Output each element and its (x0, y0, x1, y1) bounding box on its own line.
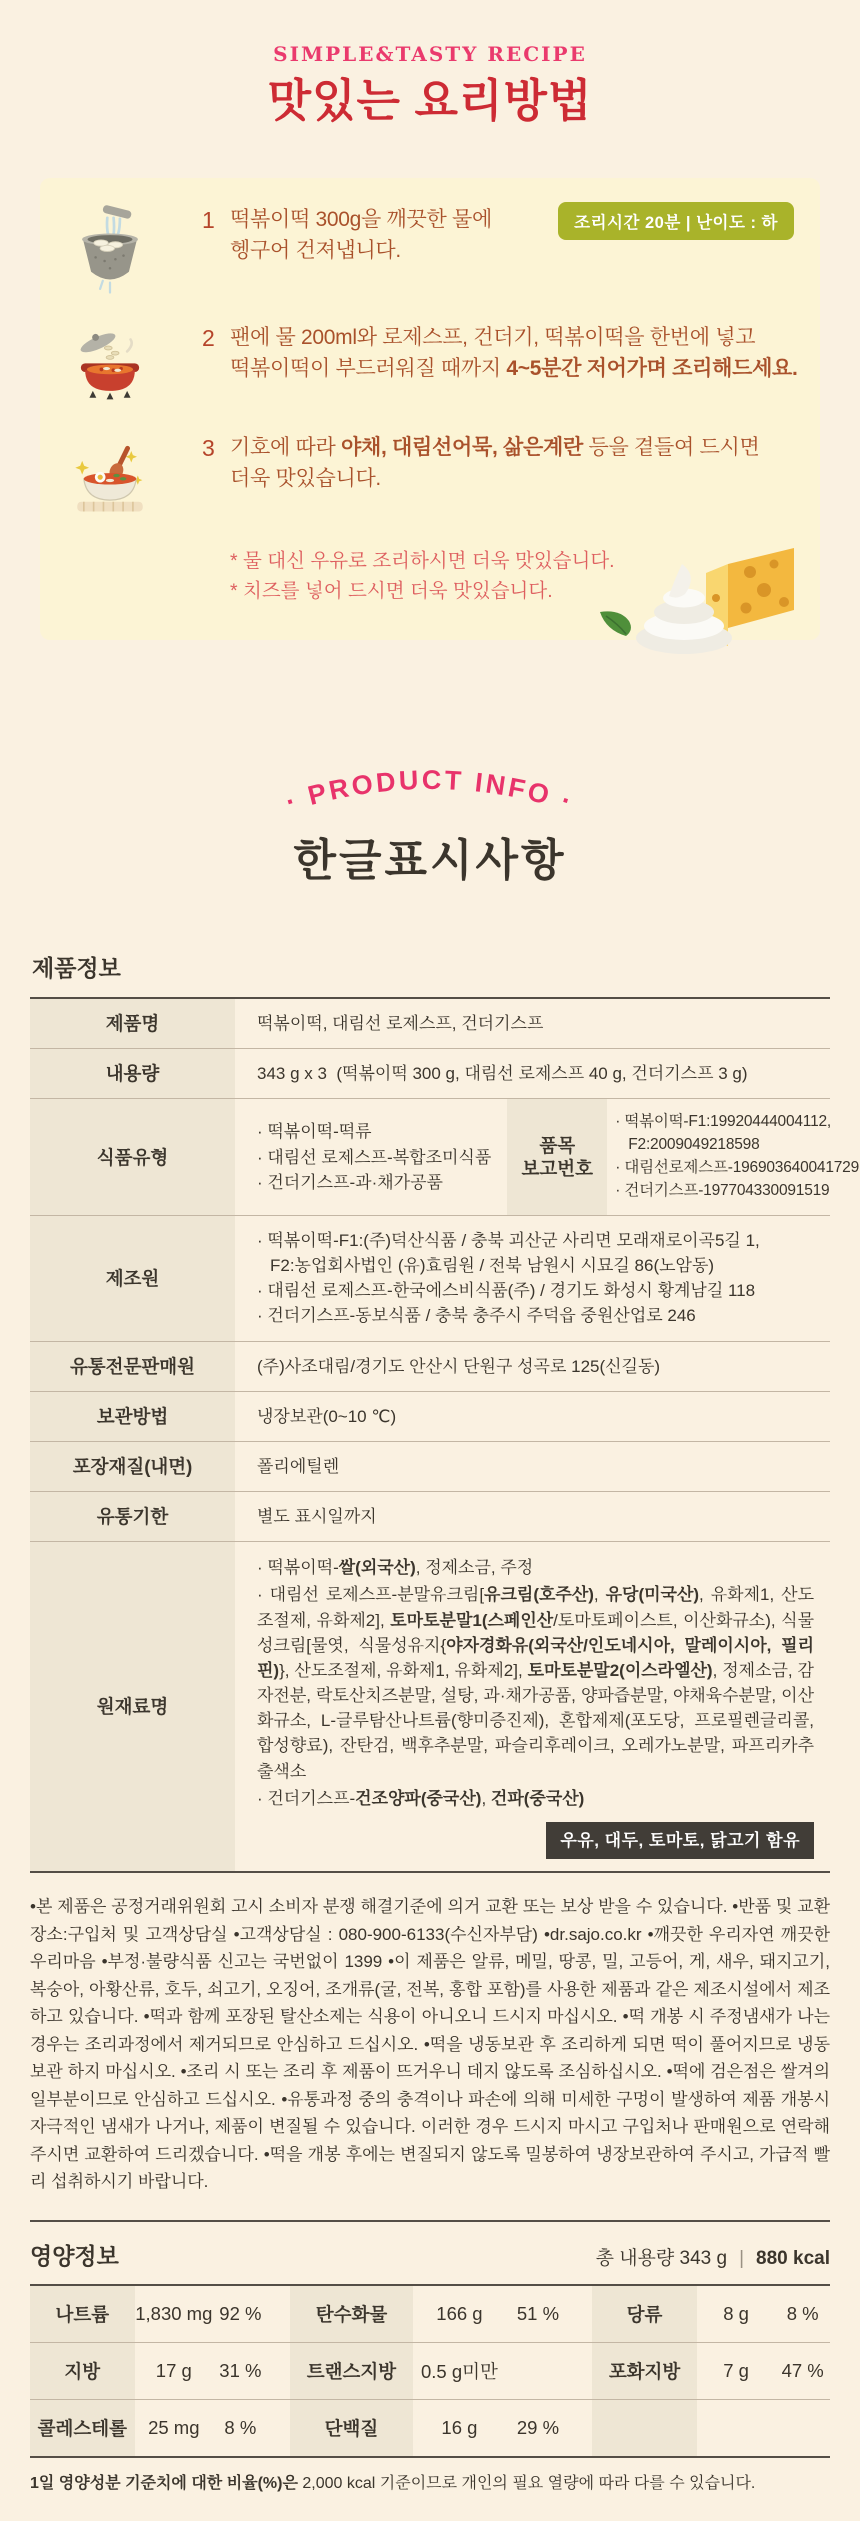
title-bold: 요리방법 (414, 75, 593, 126)
strainer-rinse-icon (74, 204, 146, 300)
row-value (235, 1216, 830, 1341)
step-number: 1 (202, 206, 215, 233)
row-label: 유통전문판매원 (30, 1342, 235, 1391)
tagline: SIMPLE&TASTY RECIPE (273, 42, 587, 66)
nutrition-row (30, 2399, 830, 2456)
step-line: 헹구어 건져냅니다. (230, 239, 401, 262)
nutrition-row (30, 2286, 830, 2342)
nutrient-sugars: 당류 8 g 8 % (592, 2286, 830, 2342)
table-row-storage (30, 1391, 830, 1441)
cream-and-cheese-image (600, 506, 812, 656)
row-value: 폴리에틸렌 (257, 1456, 340, 1476)
nutrition-table (30, 2284, 830, 2458)
row-label-report-number: 품목 보고번호 (507, 1099, 607, 1215)
product-info-heading (0, 758, 860, 888)
nutrient-cholesterol: 콜레스테롤 25 mg 8 % (30, 2400, 268, 2456)
row-value: 떡볶이떡, 대림선 로제스프, 건더기스프 (257, 1013, 544, 1033)
list-item: F2:농업회사법인 (유)효림원 / 전북 남원시 시묘길 86(노암동) (270, 1256, 715, 1276)
nutrition-header (30, 2238, 830, 2271)
step-line: 더욱 맛있습니다. (230, 467, 381, 490)
ingredient-group: · 건더기스프-건조양파(중국산), 건파(중국산) (257, 1788, 585, 1808)
ingredient-group: · 대림선 로제스프-분말유크림[유크림(호주산), 유당(미국산), 유화제1, 산도조절제, 유화제2], 토마토분말1(스페인산/토마토페이스트, 이산화규소), 식물성크림[물엿, 식물성유지{야자경화유(외국산/인도네시아, 말레이시아, 필리핀)}, 산도조절제, 유화제1, 유화제2], 토마토분말2(이스라엘산), 정제소금, 감자전분, 락토산치즈분말, 설탕, 과·채가공품, 양파즙분말, 야채육수분말, 이산화규소, L-글루탐산나트륨(향미증진제), 혼합제제(포도당, 프로필렌글리콜, 합성향료), 잔탄검, 백후추분말, 파슬리후레이크, 오레가노분말, 파프리카추출색소 (257, 1585, 814, 1781)
list-item: · 대림선로제스프-196903640041729 (615, 1159, 860, 1177)
cook-time-badge: 조리시간 20분 | 난이도 : 하 (558, 202, 794, 240)
table-row-packaging (30, 1441, 830, 1491)
list-item: · 대림선 로제스프-한국에스비식품(주) / 경기도 화성시 황계남길 118 (257, 1281, 756, 1301)
step-text (230, 432, 759, 495)
step-line: 떡볶이떡이 부드러워질 때까지 4~5분간 저어가며 조리해드세요. (230, 357, 798, 380)
tip-milk: * 물 대신 우유로 조리하시면 더욱 맛있습니다. (230, 549, 615, 572)
recipe-header (0, 0, 860, 126)
nutrient-protein: 단백질 16 g 29 % (290, 2400, 571, 2456)
list-item: · 떡볶이떡-F1:(주)덕산식품 / 충북 괴산군 사리면 모래재로이곡5길 1, (257, 1231, 760, 1250)
list-item: · 떡볶이떡-떡류 (257, 1122, 372, 1142)
svg-text:· PRODUCT INFO · (282, 765, 578, 817)
list-item: · 떡볶이떡-F1:19920444004112, (615, 1113, 832, 1131)
row-value (235, 1542, 830, 1871)
page-title (0, 76, 860, 126)
title-light: 맛있는 (267, 75, 415, 126)
ingredient-group: · 떡볶이떡-쌀(외국산), 정제소금, 주정 (257, 1558, 534, 1578)
row-label: 원재료명 (30, 1542, 235, 1871)
nutrition-footnote: 1일 영양성분 기준치에 대한 비율(%)은 2,000 kcal 기준이므로 개인의 필요 열량에 따라 다를 수 있습니다. (30, 2474, 756, 2492)
kcal-value: 880 kcal (756, 2247, 830, 2269)
row-label: 제품명 (30, 999, 235, 1048)
product-info-arch (220, 758, 640, 822)
row-label: 식품유형 (30, 1099, 235, 1215)
row-value: 343 g x 3 (떡볶이떡 300 g, 대림선 로제스프 40 g, 건더기스프 3 g) (257, 1064, 748, 1084)
nutrient-satfat: 포화지방 7 g 47 % (592, 2343, 830, 2399)
tip-cheese: * 치즈를 넣어 드시면 더욱 맛있습니다. (230, 579, 553, 602)
step-line: 기호에 따라 야채, 대림선어묵, 삶은계란 등을 곁들여 드시면 (230, 435, 760, 459)
table-row-food-type (30, 1098, 860, 1215)
table-row-expiry (30, 1491, 830, 1541)
row-value (235, 1099, 507, 1215)
step-line: 떡볶이떡 300g을 깨끗한 물에 (230, 207, 492, 231)
korean-label-title: 한글표시사항 (293, 835, 567, 885)
table-row-manufacturer (30, 1215, 830, 1341)
list-item: · 건더기스프-동보식품 / 충북 충주시 주덕읍 중원산업로 246 (257, 1306, 696, 1326)
list-item: · 건더기스프-과·채가공품 (257, 1172, 443, 1192)
row-label: 포장재질(내면) (30, 1442, 235, 1491)
row-value-report-number (607, 1099, 860, 1215)
list-item: · 대림선 로제스프-복합조미식품 (257, 1147, 492, 1167)
nutrient-transfat: 트랜스지방 0.5 g미만 (290, 2343, 571, 2399)
nutrition-row (30, 2342, 830, 2399)
nutrient-empty (592, 2400, 830, 2456)
recipe-box (40, 178, 820, 640)
row-value: (주)사조대림/경기도 안산시 단원구 성곡로 125(신길동) (257, 1356, 661, 1376)
row-value: 별도 표시일까지 (257, 1507, 377, 1527)
list-item: · 건더기스프-197704330091519 (615, 1182, 830, 1200)
recipe-step-2 (74, 322, 798, 410)
row-label: 내용량 (30, 1049, 235, 1098)
table-row-product-name (30, 999, 830, 1048)
product-details-section (30, 950, 860, 1873)
nutrient-sodium: 나트륨 1,830 mg 92 % (30, 2286, 268, 2342)
product-info-badge: · PRODUCT INFO · (282, 764, 578, 818)
step-number: 2 (202, 324, 215, 351)
consumer-notice: •본 제품은 공정거래위원회 고시 소비자 분쟁 해결기준에 의거 교환 또는 보상 받을 수 있습니다. •반품 및 교환장소:구입처 및 고객상담실 •고객상담실 : 080-900-6133(수신자부담) •dr.sajo.co.kr •깨끗한 우리자연 깨끗한 우리마음 •부정·불량식품 신고는 국번없이 1399 •이 제품은 알류, 메밀, 땅콩, 밀, 고등어, 게, 새우, 돼지고기, 복숭아, 아황산류, 호두, 쇠고기, 오징어, 조개류(굴, 전복, 홍합 포함)를 사용한 제품과 같은 제조시설에서 제조하고 있습니다. •떡과 함께 포장된 탈산소제는 식용이 아니오니 드시지 마십시오. •떡 개봉 시 주정냄새가 나는 경우는 조리과정에서 제거되므로 안심하고 드십시오. •떡을 냉동보관 후 조리하게 되면 떡이 풀어지므로 냉동보관 하지 마십시오. •조리 시 또는 조리 후 제품이 뜨거우니 데지 않도록 조심하십시오. •떡에 검은점은 쌀겨의 일부분이므로 안심하고 드십시오. •유통과정 중의 충격이나 파손에 의해 미세한 구멍이 발생하여 제품 개봉시 자극적인 냄새가 나거나, 제품이 변질될 수 있습니다. 이러한 경우 드시지 마시고 구입처나 판매원으로 연락해주시면 교환하여 드리겠습니다. •떡을 개봉 후에는 변질되지 않도록 밀봉하여 냉장보관하여 주시고, 가급적 빨리 섭취하시기 바랍니다. (30, 1896, 830, 2192)
row-value: 냉장보관(0~10 ℃) (257, 1406, 397, 1426)
nutrient-carbs: 탄수화물 166 g 51 % (290, 2286, 571, 2342)
table-row-ingredients (30, 1541, 830, 1871)
pot-cooking-icon (74, 322, 146, 410)
nutrition-total: 총 내용량 343 g | 880 kcal (595, 2247, 830, 2269)
details-table (30, 997, 860, 1873)
details-heading: 제품정보 (32, 954, 121, 981)
divider: | (739, 2247, 745, 2269)
step-number: 3 (202, 434, 215, 461)
nutrition-section (30, 2220, 830, 2503)
list-item: F2:2009049218598 (628, 1136, 760, 1154)
step-line: 팬에 물 200ml와 로제스프, 건더기, 떡볶이떡을 한번에 넣고 (230, 325, 756, 349)
step-text (230, 322, 798, 385)
step-text (230, 204, 492, 267)
table-row-net-weight (30, 1048, 830, 1098)
nutrition-heading: 영양정보 (30, 2242, 119, 2269)
row-label: 제조원 (30, 1216, 235, 1341)
table-row-distributor (30, 1341, 830, 1391)
row-label: 보관방법 (30, 1392, 235, 1441)
serving-bowl-icon (74, 432, 146, 524)
row-label: 유통기한 (30, 1492, 235, 1541)
allergen-badge: 우유, 대두, 토마토, 닭고기 함유 (546, 1822, 814, 1859)
nutrient-fat: 지방 17 g 31 % (30, 2343, 268, 2399)
allergen-row (257, 1822, 814, 1859)
